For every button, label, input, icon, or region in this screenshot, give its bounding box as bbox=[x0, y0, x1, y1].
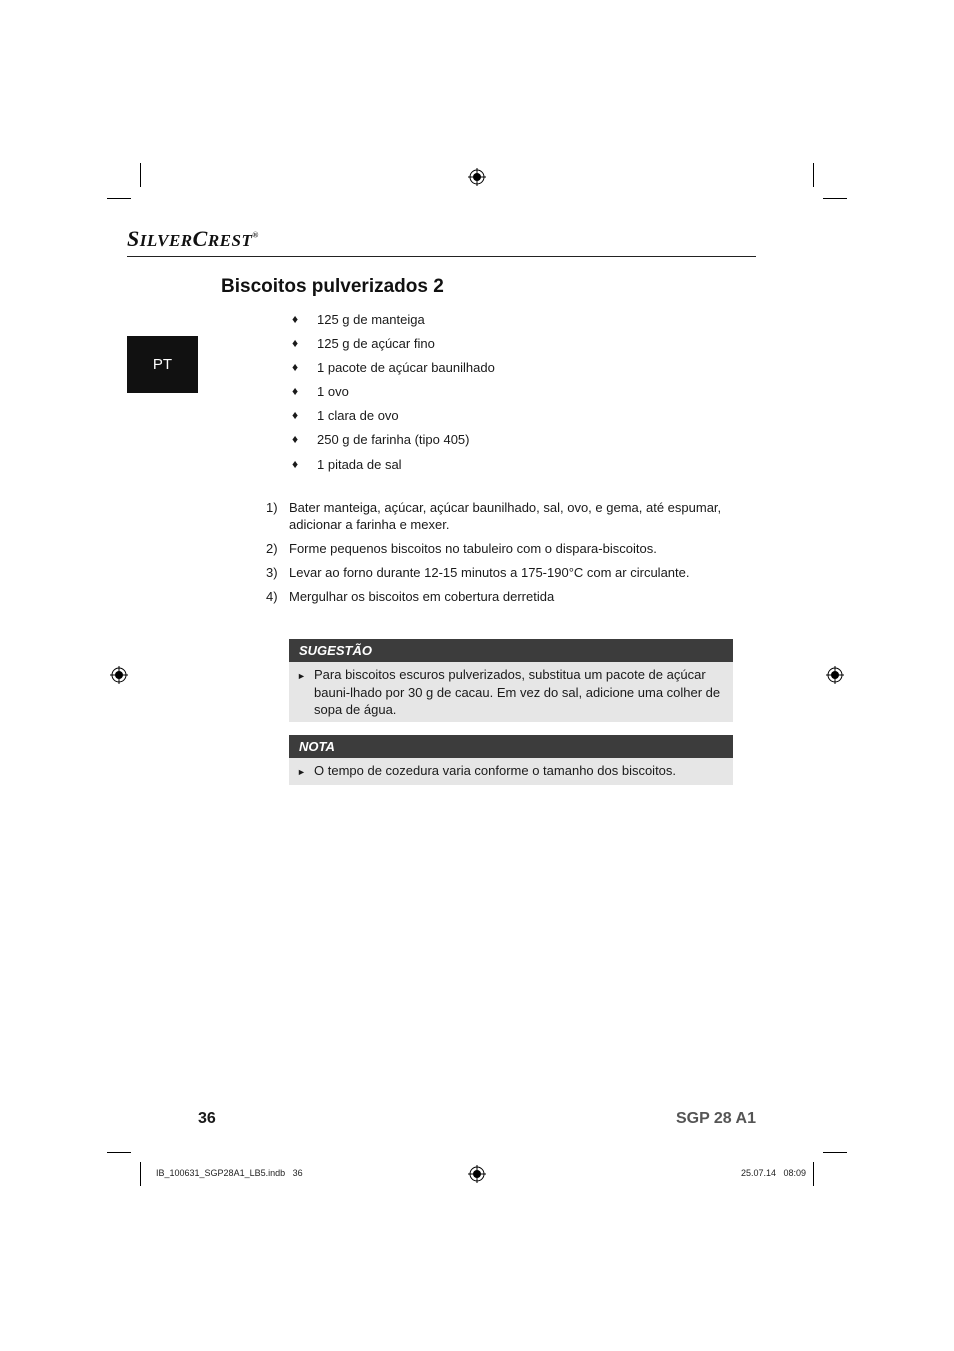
step-item: 1) Bater manteiga, açúcar, açúcar baunilhado, sal, ovo, e gema, até espumar, adicionar a farinha e mexer. bbox=[266, 500, 722, 532]
list-item: ♦ 1 ovo bbox=[292, 383, 349, 399]
ingredient-list bbox=[292, 307, 495, 476]
recipe-title: Biscoitos pulverizados 2 bbox=[221, 276, 444, 297]
tip-text: Para biscoitos escuros pulverizados, substitua um pacote de açúcar bauni-lhado por 30 g de cacau. Em vez do sal, adicione uma colher de sopa de água. bbox=[314, 667, 721, 717]
registration-mark-top bbox=[468, 168, 486, 186]
tip-box bbox=[289, 639, 733, 722]
diamond-bullet-icon: ♦ bbox=[292, 360, 299, 374]
language-tab: PT bbox=[127, 336, 198, 393]
step-item: 3) Levar ao forno durante 12-15 minutos a 175-190°C com ar circulante. bbox=[266, 565, 690, 580]
diamond-bullet-icon: ♦ bbox=[292, 336, 299, 350]
list-item: ♦ 1 pitada de sal bbox=[292, 456, 402, 472]
diamond-bullet-icon: ♦ bbox=[292, 408, 299, 422]
step-item: 4) Mergulhar os biscoitos em cobertura derretida bbox=[266, 589, 555, 604]
step-item: 2) Forme pequenos biscoitos no tabuleiro com o dispara-biscoitos. bbox=[266, 541, 657, 556]
triangle-bullet-icon: ► bbox=[297, 671, 306, 681]
tip-body bbox=[289, 662, 733, 722]
list-item: ♦ 250 g de farinha (tipo 405) bbox=[292, 431, 470, 447]
file-slug: IB_100631_SGP28A1_LB5.indb 36 bbox=[156, 1168, 303, 1178]
registration-mark-right bbox=[826, 666, 844, 684]
tip-heading: SUGESTÃO bbox=[289, 639, 733, 662]
list-item: ♦ 1 clara de ovo bbox=[292, 407, 399, 423]
registration-mark-bottom bbox=[468, 1165, 486, 1183]
page-number: 36 bbox=[198, 1110, 216, 1127]
registration-mark-left bbox=[110, 666, 128, 684]
list-item: ♦ 125 g de açúcar fino bbox=[292, 335, 435, 351]
instruction-steps bbox=[266, 499, 736, 612]
note-text: O tempo de cozedura varia conforme o tamanho dos biscoitos. bbox=[314, 763, 677, 778]
list-item: ♦ 1 pacote de açúcar baunilhado bbox=[292, 359, 495, 375]
note-heading: NOTA bbox=[289, 735, 733, 758]
diamond-bullet-icon: ♦ bbox=[292, 432, 299, 446]
list-item: ♦ 125 g de manteiga bbox=[292, 311, 425, 327]
triangle-bullet-icon: ► bbox=[297, 767, 306, 777]
diamond-bullet-icon: ♦ bbox=[292, 312, 299, 326]
model-name: SGP 28 A1 bbox=[675, 1110, 756, 1127]
brand-logo: SILVERCREST® bbox=[127, 226, 259, 251]
note-body bbox=[289, 758, 733, 785]
diamond-bullet-icon: ♦ bbox=[292, 384, 299, 398]
note-box bbox=[289, 735, 733, 785]
header-divider bbox=[127, 256, 756, 257]
diamond-bullet-icon: ♦ bbox=[292, 457, 299, 471]
print-timestamp: 25.07.14 08:09 bbox=[740, 1168, 806, 1178]
